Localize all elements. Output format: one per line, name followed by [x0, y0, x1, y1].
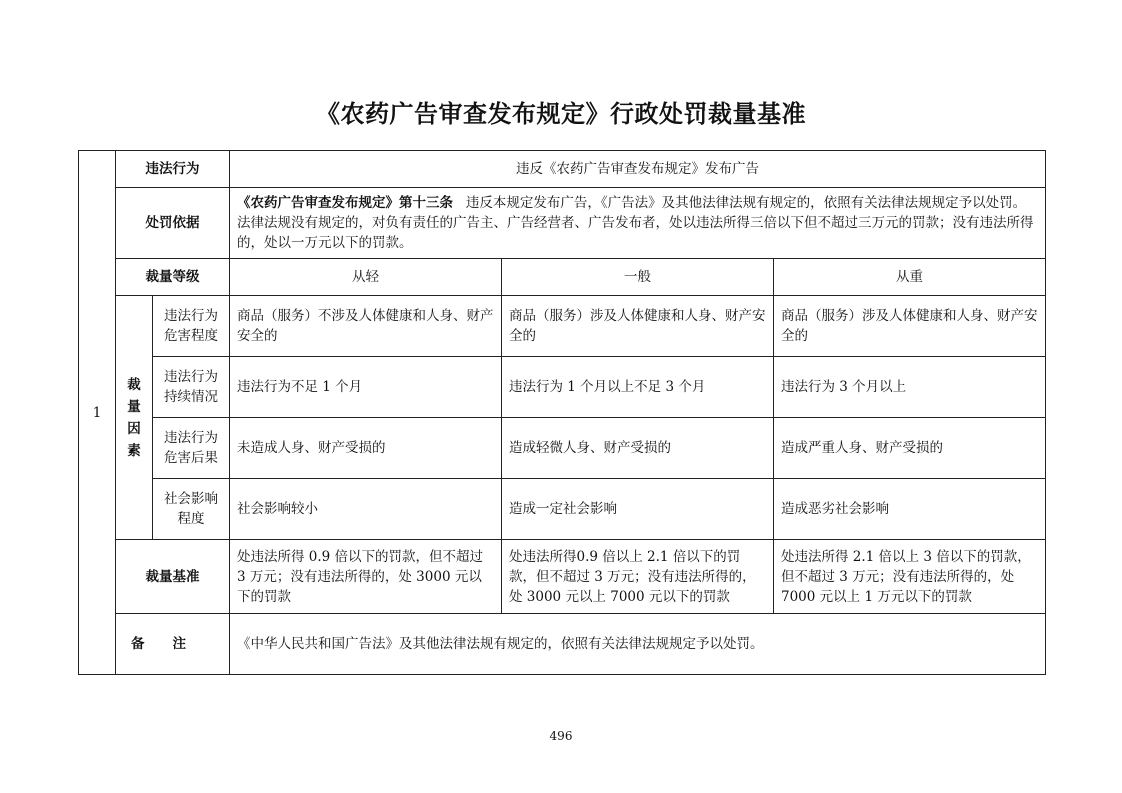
factor-heavy: 造成严重人身、财产受损的 [774, 418, 1046, 479]
remarks-text: 《中华人民共和国广告法》及其他法律法规有规定的，依照有关法律法规规定予以处罚。 [230, 614, 1046, 675]
document-title: 《农药广告审查发布规定》行政处罚裁量基准 [316, 99, 806, 128]
factor-normal: 造成一定社会影响 [502, 479, 774, 540]
standard-light: 处违法所得 0.9 倍以下的罚款，但不超过 3 万元；没有违法所得的，处 3000 元以下的罚款 [230, 540, 502, 614]
basis-row [79, 188, 1046, 259]
factor-name: 违法行为危害程度 [153, 296, 230, 357]
standard-heavy: 处违法所得 2.1 倍以上 3 倍以下的罚款，但不超过 3 万元；没有违法所得的，处 7000 元以上 1 万元以下的罚款 [774, 540, 1046, 614]
factor-normal: 造成轻微人身、财产受损的 [502, 418, 774, 479]
factors-label-char: 量 [127, 398, 141, 415]
factor-light: 未造成人身、财产受损的 [230, 418, 502, 479]
violation-label: 违法行为 [116, 151, 230, 188]
violation-row [79, 151, 1046, 188]
standard-row [79, 540, 1046, 614]
factors-label-char: 裁 [127, 376, 141, 393]
factor-row [79, 418, 1046, 479]
violation-text: 违反《农药广告审查发布规定》发布广告 [230, 151, 1046, 188]
standard-label: 裁量基准 [116, 540, 230, 614]
levels-label: 裁量等级 [116, 259, 230, 296]
factor-heavy: 商品（服务）涉及人体健康和人身、财产安全的 [774, 296, 1046, 357]
factor-name: 违法行为持续情况 [153, 357, 230, 418]
factor-row [79, 479, 1046, 540]
row-number: 1 [79, 151, 116, 675]
basis-text: 违反本规定发布广告，《广告法》及其他法律法规有规定的，依照有关法律法规规定予以处罚。法律法规没有规定的，对负有责任的广告主、广告经营者、广告发布者，处以违法所得三倍以下但不超过三万元的罚款；没有违法所得的，处以一万元以下的罚款。 [237, 195, 1034, 251]
remarks-row [79, 614, 1046, 675]
level-light: 从轻 [230, 259, 502, 296]
remarks-label-cell [116, 614, 230, 675]
penalty-standard-table [78, 150, 1046, 675]
page-number: 496 [549, 729, 573, 743]
level-heavy: 从重 [774, 259, 1046, 296]
basis-content [230, 188, 1046, 259]
factor-heavy: 违法行为 3 个月以上 [774, 357, 1046, 418]
levels-row [79, 259, 1046, 296]
factor-light: 商品（服务）不涉及人体健康和人身、财产安全的 [230, 296, 502, 357]
factor-name: 违法行为危害后果 [153, 418, 230, 479]
factor-light: 违法行为不足 1 个月 [230, 357, 502, 418]
level-normal: 一般 [502, 259, 774, 296]
factor-row [79, 357, 1046, 418]
standard-normal: 处违法所得0.9 倍以上 2.1 倍以下的罚款，但不超过 3 万元；没有违法所得的，处 3000 元以上 7000 元以下的罚款 [502, 540, 774, 614]
factor-heavy: 造成恶劣社会影响 [774, 479, 1046, 540]
factors-label-char: 因 [127, 420, 141, 437]
factor-normal: 商品（服务）涉及人体健康和人身、财产安全的 [502, 296, 774, 357]
basis-label: 处罚依据 [116, 188, 230, 259]
factor-normal: 违法行为 1 个月以上不足 3 个月 [502, 357, 774, 418]
factor-light: 社会影响较小 [230, 479, 502, 540]
factor-name: 社会影响程度 [153, 479, 230, 540]
basis-article: 《农药广告审查发布规定》第十三条 [237, 195, 453, 211]
remarks-label: 备注 [131, 636, 214, 652]
factor-row [79, 296, 1046, 357]
factors-label [116, 296, 153, 540]
factors-label-char: 素 [127, 442, 141, 459]
